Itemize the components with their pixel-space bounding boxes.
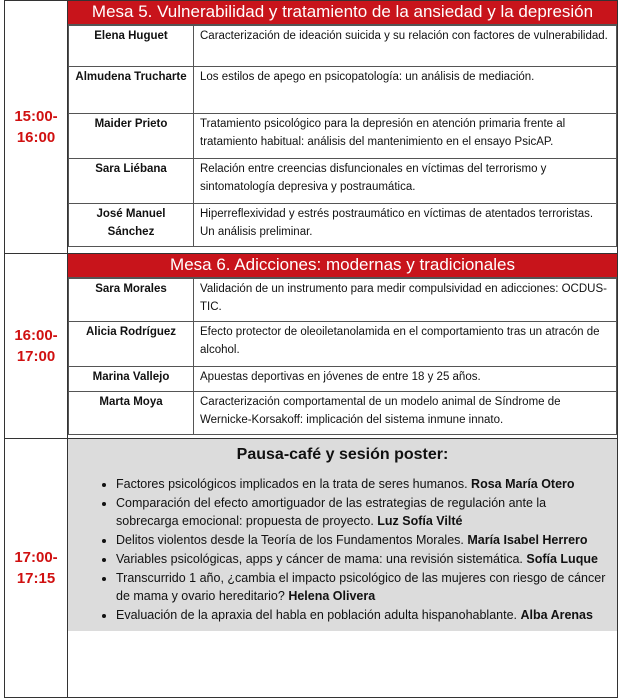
speaker-name: Sara Morales <box>69 279 194 322</box>
list-item <box>116 475 609 493</box>
time-end: 17:15 <box>16 570 56 587</box>
session-block-mesa-5 <box>5 1 618 254</box>
time-slot <box>5 1 68 254</box>
table-row <box>69 67 617 114</box>
talk-title: Caracterización comportamental de un modelo animal de Síndrome de Wernicke-Korsakoff: implicación del sistema inmune innato. <box>194 392 617 435</box>
speaker-name: Marta Moya <box>69 392 194 435</box>
session-block-pausa <box>5 439 618 698</box>
table-row <box>69 204 617 247</box>
speaker-name: José Manuel Sánchez <box>69 204 194 247</box>
session-content <box>68 254 618 439</box>
table-row <box>69 392 617 435</box>
talk-title: Caracterización de ideación suicida y su relación con factores de vulnerabilidad. <box>194 26 617 67</box>
speaker-name: Marina Vallejo <box>69 367 194 392</box>
speaker-name: Almudena Trucharte <box>69 67 194 114</box>
talk-title: Validación de un instrumento para medir compulsividad en adicciones: OCDUS-TIC. <box>194 279 617 322</box>
talk-title: Efecto protector de oleoiletanolamida en el comportamiento tras un atracón de alcohol. <box>194 322 617 367</box>
mesa-6-header: Mesa 6. Adicciones: modernas y tradicionales <box>68 254 617 278</box>
time-slot <box>5 254 68 439</box>
talk-title: Relación entre creencias disfuncionales en víctimas del terrorismo y sintomatología depresiva y postraumática. <box>194 159 617 204</box>
poster-title: Variables psicológicas, apps y cáncer de mama: una revisión sistemática. <box>116 552 527 566</box>
poster-author: Alba Arenas <box>520 608 593 622</box>
time-start: 15:00- <box>14 108 58 125</box>
pausa-title: Pausa-café y sesión poster: <box>236 446 449 463</box>
list-item <box>116 569 609 605</box>
list-item <box>116 531 609 549</box>
table-row <box>69 26 617 67</box>
table-row <box>69 322 617 367</box>
table-row <box>69 279 617 322</box>
speaker-name: Sara Liébana <box>69 159 194 204</box>
talk-title: Los estilos de apego en psicopatología: un análisis de mediación. <box>194 67 617 114</box>
poster-title: Transcurrido 1 año, ¿cambia el impacto psicológico de las mujeres con riesgo de cáncer de mama y ovario hereditario? <box>116 571 606 603</box>
poster-title: Evaluación de la apraxia del habla en población adulta hispanohablante. <box>116 608 521 622</box>
speaker-name: Maider Prieto <box>69 114 194 159</box>
poster-list <box>76 475 609 624</box>
list-item <box>116 606 609 624</box>
poster-title: Comparación del efecto amortiguador de las estrategias de regulación ante la sobrecarga emocional: propuesta de proyecto. <box>116 496 547 528</box>
talks-table-mesa-6 <box>68 278 617 435</box>
mesa-5-header: Mesa 5. Vulnerabilidad y tratamiento de la ansiedad y la depresión <box>68 1 617 25</box>
time-start: 17:00- <box>14 549 58 566</box>
poster-title: Delitos violentos desde la Teoría de los Fundamentos Morales. <box>116 533 468 547</box>
session-content <box>68 1 618 254</box>
list-item <box>116 550 609 568</box>
poster-author: Luz Sofía Vilté <box>377 514 463 528</box>
time-end: 17:00 <box>16 348 56 365</box>
poster-author: Helena Olivera <box>288 589 376 603</box>
time-end: 16:00 <box>16 129 56 146</box>
list-item <box>116 494 609 530</box>
pausa-poster-panel <box>68 439 617 631</box>
poster-author: María Isabel Herrero <box>467 533 588 547</box>
poster-author: Rosa María Otero <box>471 477 575 491</box>
poster-author: Sofía Luque <box>526 552 598 566</box>
poster-title: Factores psicológicos implicados en la trata de seres humanos. <box>116 477 472 491</box>
talks-table-mesa-5 <box>68 25 617 247</box>
speaker-name: Elena Huguet <box>69 26 194 67</box>
talk-title: Tratamiento psicológico para la depresión en atención primaria frente al tratamiento habitual: análisis del mantenimiento en el ensayo PsicAP. <box>194 114 617 159</box>
speaker-name: Alicia Rodríguez <box>69 322 194 367</box>
session-block-mesa-6 <box>5 254 618 439</box>
time-start: 16:00- <box>14 327 58 344</box>
table-row <box>69 367 617 392</box>
table-row <box>69 159 617 204</box>
talk-title: Apuestas deportivas en jóvenes de entre 18 y 25 años. <box>194 367 617 392</box>
table-row <box>69 114 617 159</box>
talk-title: Hiperreflexividad y estrés postraumático en víctimas de atentados terroristas. Un análisis preliminar. <box>194 204 617 247</box>
session-content <box>68 439 618 698</box>
schedule-table <box>4 0 618 698</box>
time-slot <box>5 439 68 698</box>
